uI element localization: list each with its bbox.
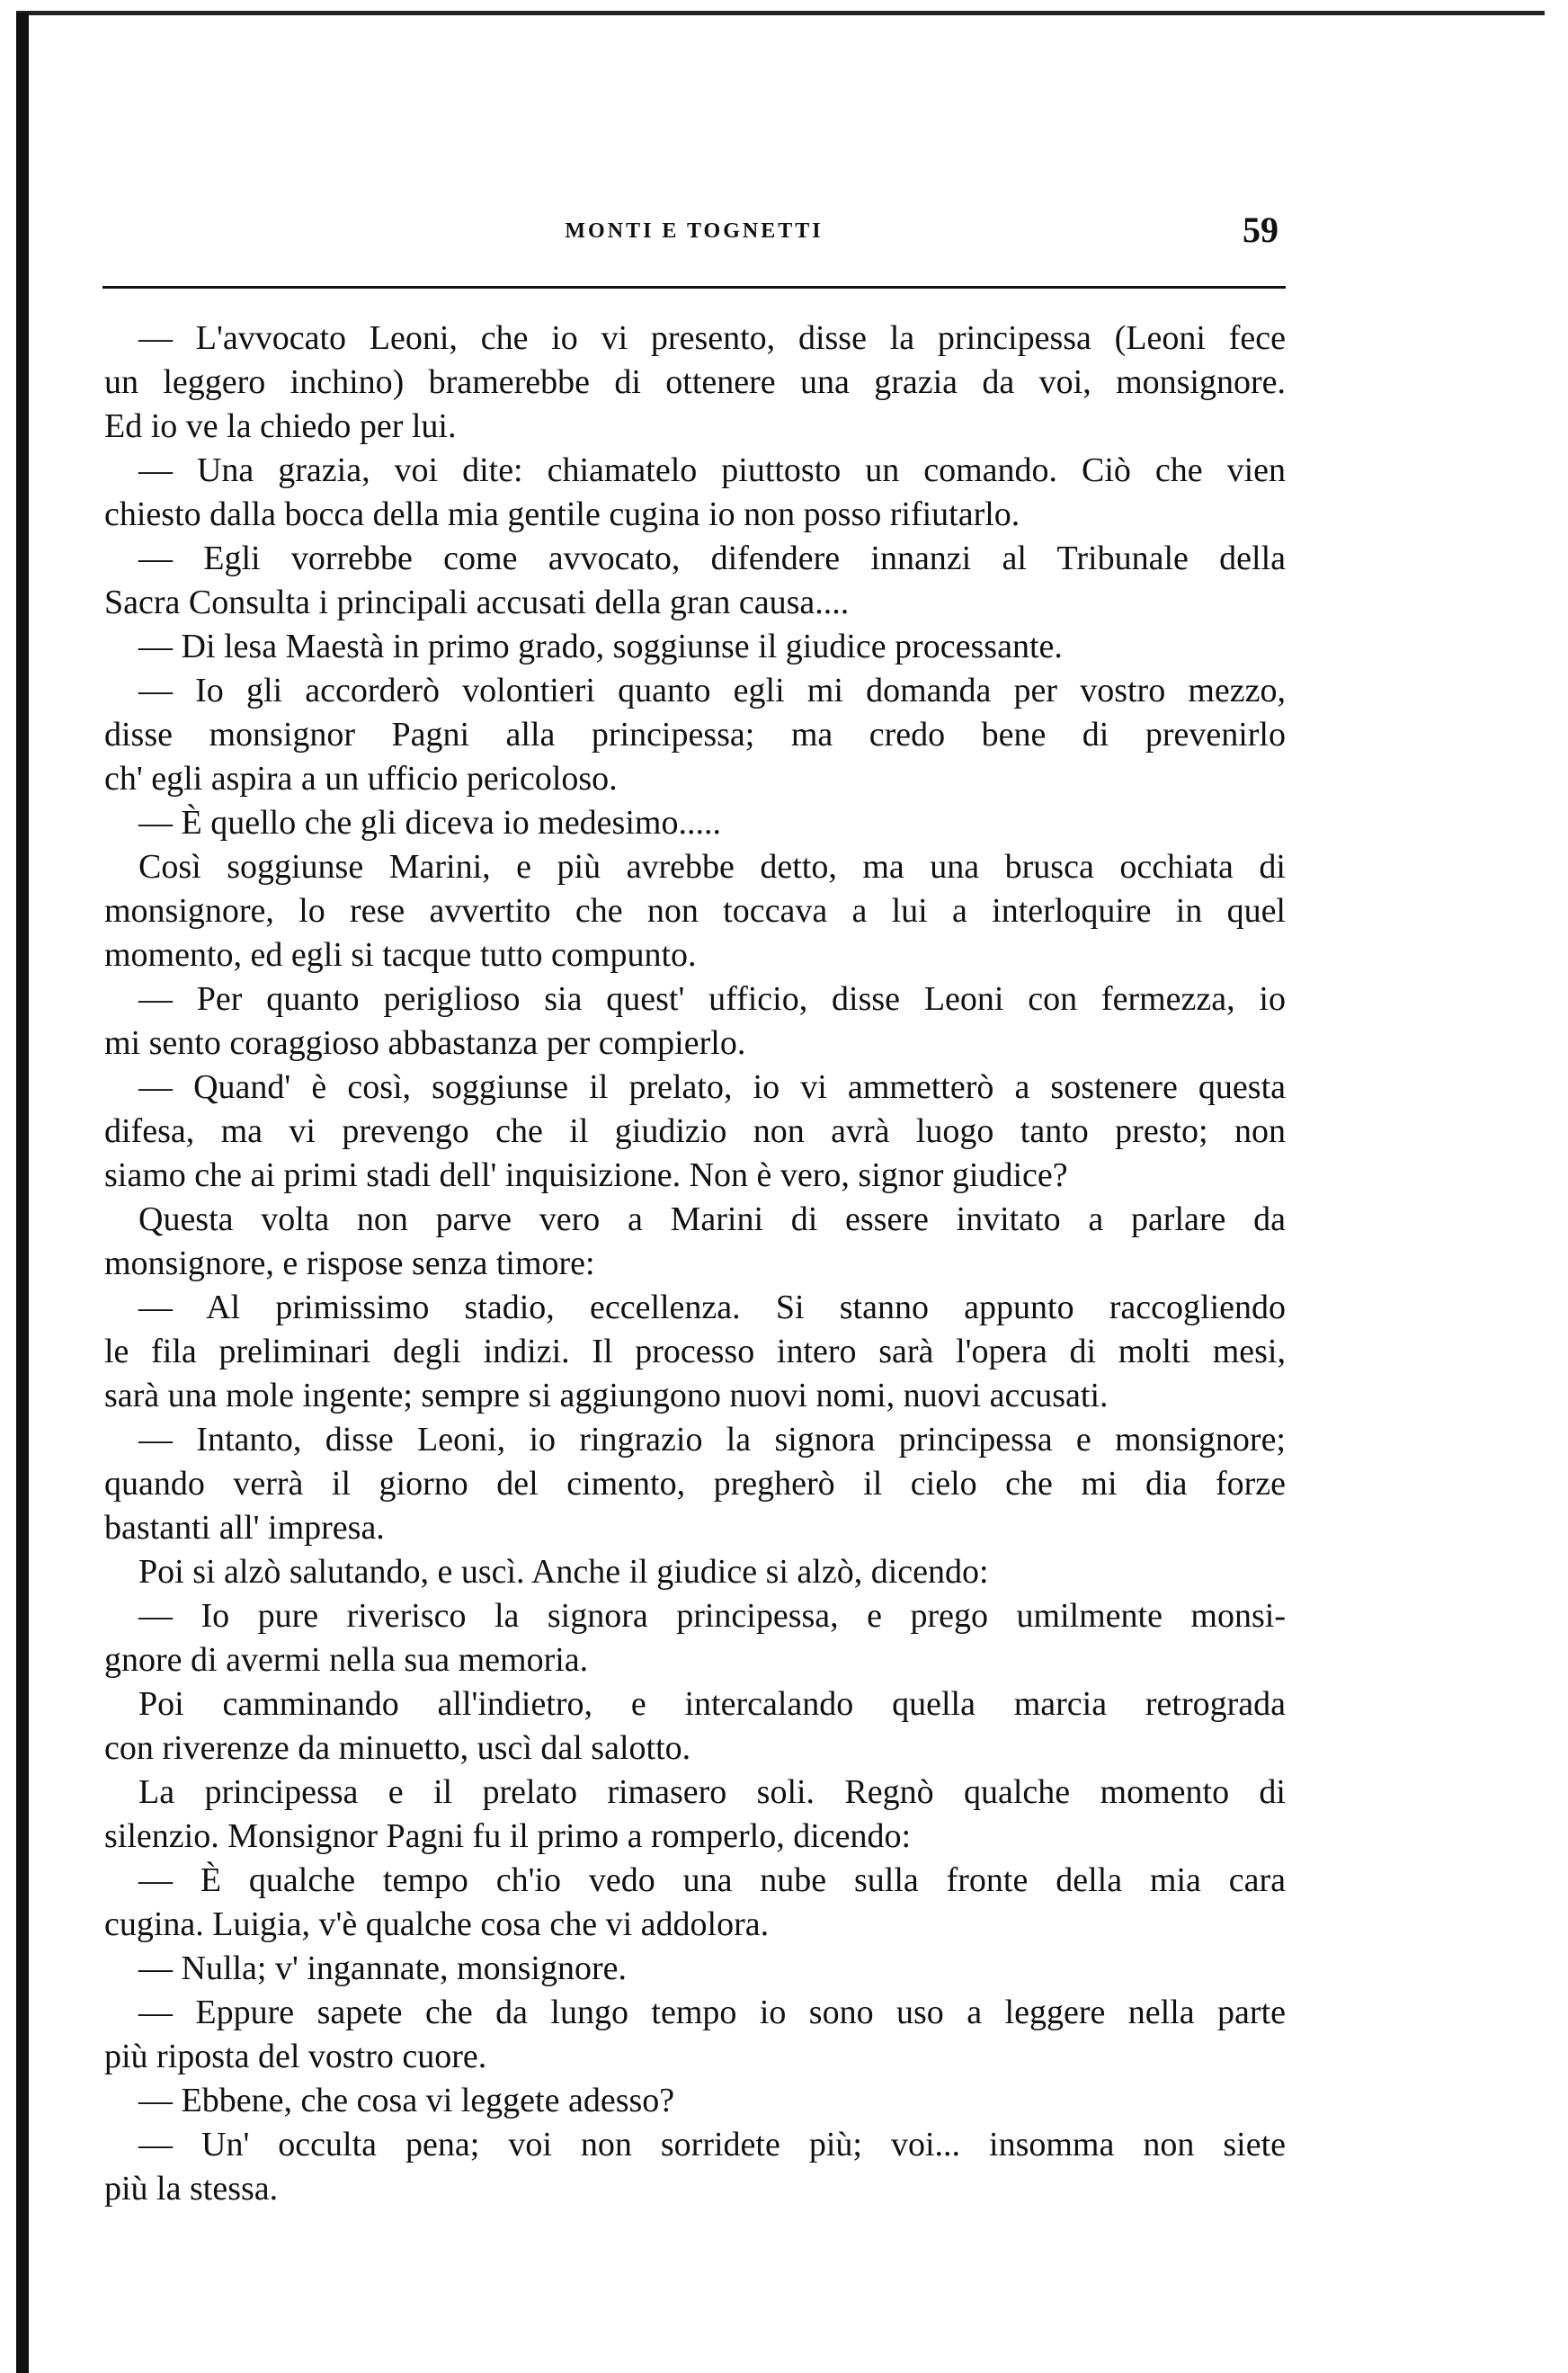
page-body xyxy=(104,317,1286,2211)
text-line: difesa, ma vi prevengo che il giudizio non avrà luogo tanto presto; non xyxy=(104,1112,1286,1150)
text-line: cugina. Luigia, v'è qualche cosa che vi addolora. xyxy=(104,1905,770,1943)
text-line: — Di lesa Maestà in primo grado, soggiunse il giudice processante. xyxy=(138,628,1063,665)
text-line: — È qualche tempo ch'io vedo una nube sulla fronte della mia cara xyxy=(138,1861,1286,1899)
text-line: siamo che ai primi stadi dell' inquisizione. Non è vero, signor giudice? xyxy=(104,1156,1068,1194)
scan-border-left xyxy=(16,13,29,2373)
text-line: Sacra Consulta i principali accusati della gran causa.... xyxy=(104,584,850,621)
paragraph xyxy=(104,1286,1286,1418)
paragraph xyxy=(104,801,1286,845)
text-line: momento, ed egli si tacque tutto compunto. xyxy=(104,936,697,974)
text-line: Poi si alzò salutando, e uscì. Anche il giudice si alzò, dicendo: xyxy=(138,1553,989,1591)
text-line: Poi camminando all'indietro, e intercalando quella marcia retrograda xyxy=(138,1685,1286,1723)
text-line: — È quello che gli diceva io medesimo..... xyxy=(138,804,721,842)
paragraph xyxy=(104,537,1286,625)
text-line: — L'avvocato Leoni, che io vi presento, disse la principessa (Leoni fece xyxy=(138,319,1286,357)
text-line: — Un' occulta pena; voi non sorridete più; voi... insomma non siete xyxy=(138,2126,1286,2163)
text-line: — Per quanto periglioso sia quest' ufficio, disse Leoni con fermezza, io xyxy=(138,980,1286,1018)
text-line: mi sento coraggioso abbastanza per compierlo. xyxy=(104,1024,746,1062)
paragraph xyxy=(104,625,1286,669)
text-line: — Intanto, disse Leoni, io ringrazio la signora principessa e monsignore; xyxy=(138,1421,1286,1459)
text-line: le fila preliminari degli indizi. Il processo intero sarà l'opera di molti mesi, xyxy=(104,1333,1286,1370)
text-line: gnore di avermi nella sua memoria. xyxy=(104,1641,589,1679)
paragraph xyxy=(104,1682,1286,1771)
paragraph xyxy=(104,1991,1286,2079)
paragraph xyxy=(104,2123,1286,2211)
text-line: quando verrà il giorno del cimento, pregherò il cielo che mi dia forze xyxy=(104,1465,1286,1503)
text-line: bastanti all' impresa. xyxy=(104,1509,385,1547)
text-line: sarà una mole ingente; sempre si aggiungono nuovi nomi, nuovi accusati. xyxy=(104,1377,1109,1414)
page-number: 59 xyxy=(1243,210,1278,250)
text-line: più riposta del vostro cuore. xyxy=(104,2038,487,2075)
text-line: — Eppure sapete che da lungo tempo io sono uso a leggere nella parte xyxy=(138,1994,1286,2031)
text-line: Ed io ve la chiedo per lui. xyxy=(104,407,457,445)
text-line: più la stessa. xyxy=(104,2170,279,2208)
paragraph xyxy=(104,1418,1286,1550)
text-line: monsignore, lo rese avvertito che non toccava a lui a interloquire in quel xyxy=(104,892,1286,930)
text-line: La principessa e il prelato rimasero soli. Regnò qualche momento di xyxy=(138,1773,1286,1811)
text-line: con riverenze da minuetto, uscì dal salotto. xyxy=(104,1729,691,1767)
scan-border-top xyxy=(16,11,1545,15)
paragraph xyxy=(104,449,1286,537)
page-header xyxy=(104,212,1284,248)
paragraph xyxy=(104,1947,1286,1991)
text-line: silenzio. Monsignor Pagni fu il primo a romperlo, dicendo: xyxy=(104,1817,912,1855)
text-line: disse monsignor Pagni alla principessa; ma credo bene di prevenirlo xyxy=(104,716,1286,754)
text-line: — Egli vorrebbe come avvocato, difendere innanzi al Tribunale della xyxy=(138,540,1286,577)
paragraph xyxy=(104,1594,1286,1682)
text-line: — Nulla; v' ingannate, monsignore. xyxy=(138,1949,627,1987)
paragraph xyxy=(104,1550,1286,1594)
text-line: Questa volta non parve vero a Marini di essere invitato a parlare da xyxy=(138,1200,1286,1238)
text-line: chiesto dalla bocca della mia gentile cugina io non posso rifiutarlo. xyxy=(104,495,1020,533)
text-line: ch' egli aspira a un ufficio pericoloso. xyxy=(104,760,618,798)
text-line: — Ebbene, che cosa vi leggete adesso? xyxy=(138,2082,675,2119)
paragraph xyxy=(104,1771,1286,1859)
text-line: Così soggiunse Marini, e più avrebbe detto, ma una brusca occhiata di xyxy=(138,848,1286,886)
text-line: — Al primissimo stadio, eccellenza. Si stanno appunto raccogliendo xyxy=(138,1289,1286,1326)
paragraph xyxy=(104,669,1286,801)
text-line: — Una grazia, voi dite: chiamatelo piuttosto un comando. Ciò che vien xyxy=(138,451,1286,489)
text-line: un leggero inchino) bramerebbe di ottenere una grazia da voi, monsignore. xyxy=(104,363,1286,401)
text-line: monsignore, e rispose senza timore: xyxy=(104,1244,595,1282)
paragraph xyxy=(104,1859,1286,1947)
paragraph xyxy=(104,1198,1286,1286)
text-line: — Quand' è così, soggiunse il prelato, io vi ammetterò a sostenere questa xyxy=(138,1068,1286,1106)
text-line: — Io pure riverisco la signora principessa, e prego umilmente monsi- xyxy=(138,1597,1286,1635)
paragraph xyxy=(104,845,1286,977)
paragraph xyxy=(104,977,1286,1066)
running-title: MONTI E TOGNETTI xyxy=(565,219,824,243)
paragraph xyxy=(104,1066,1286,1198)
paragraph xyxy=(104,317,1286,449)
text-line: — Io gli accorderò volontieri quanto egli mi domanda per vostro mezzo, xyxy=(138,672,1286,709)
paragraph xyxy=(104,2079,1286,2123)
header-rule xyxy=(102,286,1286,289)
